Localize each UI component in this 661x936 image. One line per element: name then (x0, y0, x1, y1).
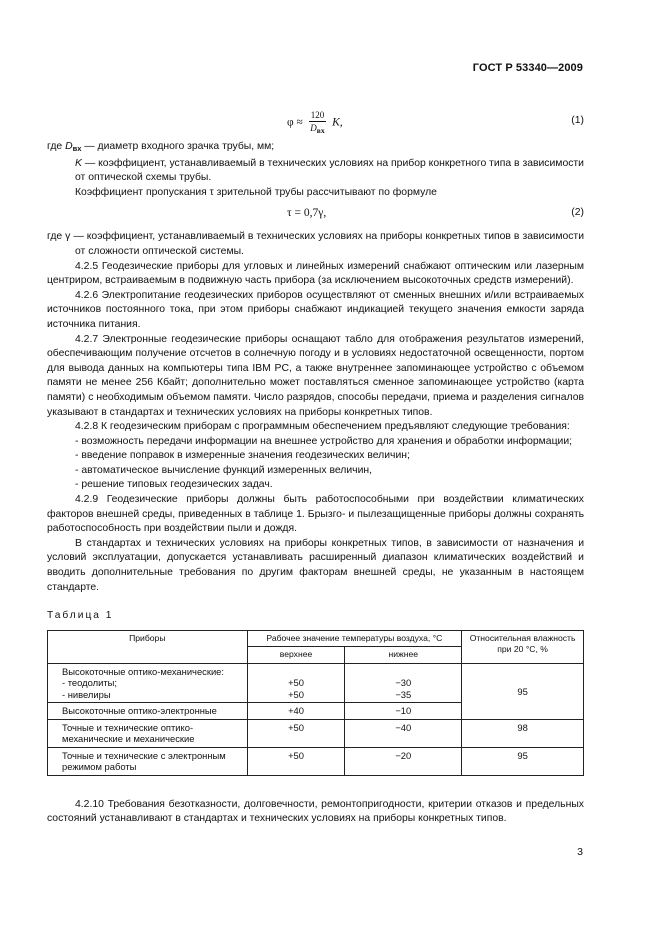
formula-1-den-sub: вх (316, 126, 325, 135)
where-1-text: — диаметр входного зрачка трубы, мм; (81, 141, 275, 152)
paragraph-4-2-8: 4.2.8 К геодезическим приборам с программным обеспечением предъявляют следующие требования: (75, 421, 570, 433)
where-1-lead: где (47, 141, 66, 152)
header-lower: нижнее (345, 647, 462, 664)
formula-1-lhs: φ ≈ (287, 116, 303, 129)
page-content (47, 100, 584, 827)
row-upper: +50 (247, 747, 345, 775)
lower-theodolites: −30 (395, 677, 412, 689)
header-humidity-line1: Относительная влажность (469, 632, 576, 643)
row-upper: +40 (247, 703, 345, 720)
where-1-symbol: D (65, 141, 73, 152)
lower-levels: −35 (395, 688, 412, 700)
formula-1-den-symbol: D (310, 123, 317, 133)
list-item: - автоматическое вычисление функций измеренных величин, (75, 464, 373, 476)
where-1-k-line (47, 157, 584, 186)
where-1-k-symbol: K (75, 157, 82, 169)
table-row (48, 719, 584, 747)
paragraph-4-2-6: 4.2.6 Электропитание геодезических приборов осуществляют от сменных внешних и/или встраиваемых источников постоянного тока, при этом приборы снабжают индикацией текущего значения емкости заряда источника питания. (47, 289, 584, 330)
row-name: Высокоточные оптико-электронные (48, 703, 248, 720)
header-temperature: Рабочее значение температуры воздуха, °С (247, 630, 462, 647)
list-item: - возможность передачи информации на внешнее устройство для хранения и обработки информации; (75, 435, 573, 447)
where-1-k-text: — коэффициент, устанавливаемый в технических условиях на прибор конкретного типа в зависимости от оптической схемы трубы. (75, 157, 584, 184)
where-1-sub: вх (72, 144, 82, 153)
paragraph-4-2-10: 4.2.10 Требования безотказности, долговечности, ремонтопригодности, критерии отказов и предельных состояний устанавливают в стандартах и технических условиях на приборы конкретных типов. (47, 798, 584, 825)
list-item: - введение поправок в измеренные значения геодезических величин; (75, 450, 410, 462)
row-name: Точные и технические оптико-механические и механические (48, 719, 248, 747)
row-name-group: Высокоточные оптико-механические: (62, 665, 224, 677)
where-1-line (47, 140, 584, 157)
formula-1-number: (1) (571, 115, 584, 126)
where-2-line: где γ — коэффициент, устанавливаемый в технических условиях на приборы конкретных типов в зависимости от сложности оптической системы. (47, 231, 584, 257)
document-code: ГОСТ Р 53340—2009 (472, 62, 583, 74)
row-name-levels: - нивелиры (62, 688, 111, 700)
formula-2 (47, 200, 584, 230)
table-row (48, 747, 584, 775)
paragraph-4-2-9: 4.2.9 Геодезические приборы должны быть работоспособными при воздействии климатических факторов внешней среды, приведенных в таблице 1. Брызго- и пылезащищенные приборы должны сохранять работоспособность при воздействии пыли и дождя. (47, 494, 584, 535)
row-name (48, 663, 248, 703)
paragraph-4-2-9-extra: В стандартах и технических условиях на приборы конкретных типов, в зависимости от назначения и условий эксплуатации, допускается устанавливать расширенный диапазон климатических воздействий и вводить дополнительные требования по другим факторам внешней среды, не указанным в настоящем стандарте. (47, 537, 584, 593)
table-caption: Таблица 1 (47, 610, 114, 622)
row-name: Точные и технические с электронным режимом работы (48, 747, 248, 775)
page-number: 3 (577, 846, 583, 858)
transmission-intro: Коэффициент пропускания τ зрительной трубы рассчитывают по формуле (75, 186, 437, 198)
paragraph-4-2-5: 4.2.5 Геодезические приборы для угловых и линейных измерений снабжают оптическим или лазерным центриром, встраиваемым в подвижную часть прибора (за исключением высокоточных средств измерений). (47, 260, 584, 287)
header-devices: Приборы (48, 630, 248, 663)
row-name-theodolites: - теодолиты; (62, 677, 117, 689)
row-lower: −20 (345, 747, 462, 775)
climate-table (47, 630, 584, 776)
list-item: - решение типовых геодезических задач. (75, 479, 273, 491)
paragraph-4-2-7: 4.2.7 Электронные геодезические приборы оснащают табло для отображения результатов измерений, обеспечивающим получение отсчетов в солнечную погоду и в условиях недостаточной освещенности, портом для вывода данных на компьютеры типа IBM PC, а также внутреннее запоминающее устройство с объемом памяти не менее 256 Кбайт; дополнительно может поставляться сменное запоминающее устройство (карта памяти) с необходимым объемом памяти. Число разрядов, способы передачи, приема и разделения сигналов указывают в стандартах и технических условиях на приборы конкретных типов. (47, 333, 584, 418)
formula-1-expression (287, 110, 343, 136)
row-upper (247, 663, 345, 703)
header-humidity-line2: при 20 °С, % (497, 644, 548, 655)
table-header-row (48, 630, 584, 647)
upper-levels: +50 (288, 688, 304, 700)
formula-2-number: (2) (571, 207, 584, 219)
upper-theodolites: +50 (288, 677, 304, 689)
formula-1 (47, 100, 584, 140)
formula-2-expression: τ = 0,7γ, (287, 207, 327, 220)
row-lower: −40 (345, 719, 462, 747)
humidity-group: 95 (462, 663, 584, 719)
formula-1-numerator: 120 (310, 110, 325, 120)
row-humidity: 95 (462, 747, 584, 775)
header-humidity (462, 630, 584, 663)
formula-1-factor: K, (332, 116, 343, 129)
row-humidity: 98 (462, 719, 584, 747)
header-upper: верхнее (247, 647, 345, 664)
row-lower: −10 (345, 703, 462, 720)
formula-1-fraction (309, 110, 327, 136)
row-upper: +50 (247, 719, 345, 747)
row-lower (345, 663, 462, 703)
formula-1-denominator (309, 122, 327, 136)
table-row (48, 663, 584, 703)
